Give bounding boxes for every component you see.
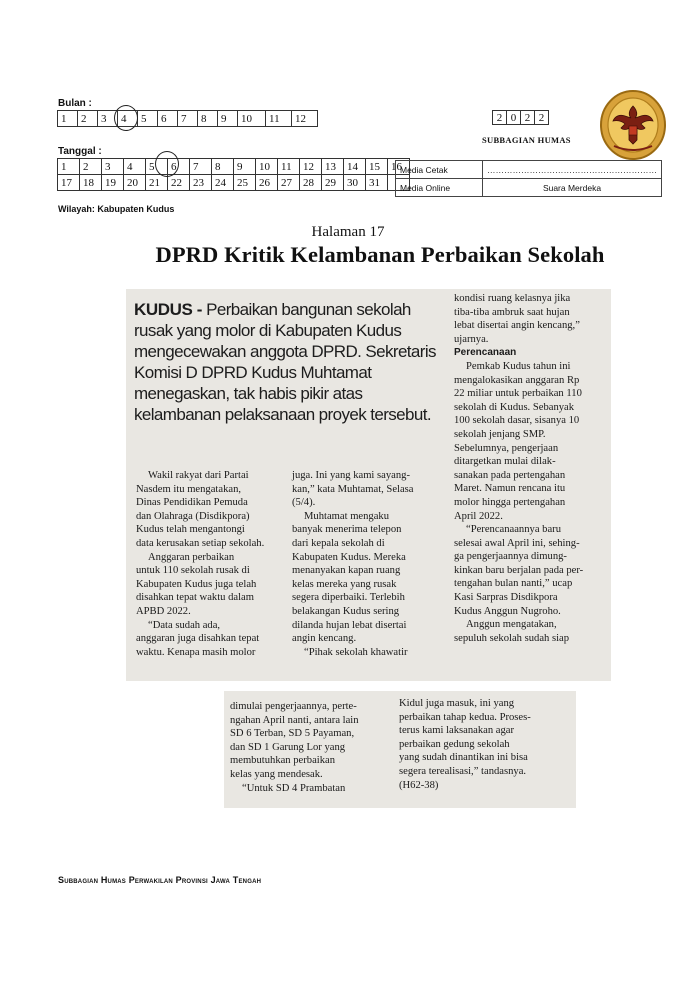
article-line: ga pengerjaannya dimung- <box>454 551 567 563</box>
grid-cell: 21 <box>146 175 168 191</box>
selected-date-circle <box>155 151 179 177</box>
article-line: “Untuk SD 4 Prambatan <box>242 782 346 794</box>
article-line: April 2022. <box>454 510 503 522</box>
article-line: Wakil rakyat dari Partai <box>148 470 249 481</box>
media-cetak-value: …………………………………………………… <box>483 161 662 179</box>
article-line: dan Olahraga (Disdikpora) <box>136 510 250 522</box>
grid-cell: 6 <box>158 111 178 127</box>
article-column-2 <box>292 469 440 659</box>
grid-cell: 5 <box>146 159 168 175</box>
article-line: sanakan pada pertengahan <box>454 469 566 481</box>
article-line: kelas yang mendesak. <box>230 768 323 780</box>
grid-cell: 1 <box>58 111 78 127</box>
year-digit: 0 <box>507 111 521 125</box>
article-line: ngahan April nanti, antara lain <box>230 714 359 726</box>
year-digit: 2 <box>493 111 507 125</box>
grid-cell: 4 <box>124 159 146 175</box>
article-line: Anggaran perbaikan <box>148 551 235 563</box>
article-line: Kasi Sarpras Disdikpora <box>454 592 558 604</box>
article-line: mengalokasikan anggaran Rp <box>454 374 580 386</box>
grid-cell: 2 <box>78 111 98 127</box>
grid-cell: 6 <box>168 159 190 175</box>
grid-cell: 4 <box>118 111 138 127</box>
month-grid <box>57 110 318 127</box>
grid-cell: 8 <box>198 111 218 127</box>
article-column-1 <box>136 469 282 659</box>
article-line: Pemkab Kudus tahun ini <box>466 360 571 372</box>
news-clipping-continuation <box>224 691 576 808</box>
article-line: 22 miliar untuk perbaikan 110 <box>454 388 582 400</box>
article-line: angin kencang. <box>292 633 357 645</box>
article-line: disahkan tepat waktu dalam <box>136 592 254 604</box>
article-line: terus kami laksanakan agar <box>399 725 515 737</box>
article-line: Dinas Pendidikan Pemuda <box>136 497 248 509</box>
article-line: 100 sekolah dasar, sisanya 10 <box>454 415 580 427</box>
grid-cell: 1 <box>58 159 80 175</box>
date-grid <box>57 158 410 191</box>
grid-cell: 11 <box>278 159 300 175</box>
grid-cell: 17 <box>58 175 80 191</box>
article-line: juga. Ini yang kami sayang- <box>292 470 410 481</box>
headline: DPRD Kritik Kelambanan Perbaikan Sekolah <box>155 242 605 267</box>
article-column-3 <box>454 292 604 645</box>
article-line: molor hingga pertengahan <box>454 496 566 508</box>
article-line: Anggun mengatakan, <box>466 619 557 631</box>
article-line: kondisi ruang kelasnya jika <box>454 293 571 304</box>
article-line: kan,” kata Muhtamat, Selasa <box>292 483 414 495</box>
article-line: Maret. Namun rencana itu <box>454 483 566 495</box>
grid-cell: 19 <box>102 175 124 191</box>
article-line: menanyakan kapan ruang <box>292 565 401 577</box>
media-online-label: Media Online <box>396 179 483 197</box>
grid-cell: 20 <box>124 175 146 191</box>
article-line: Kabupaten Kudus. Mereka <box>292 551 406 563</box>
article-line: untuk 110 sekolah rusak di <box>136 565 250 577</box>
grid-cell: 28 <box>300 175 322 191</box>
grid-cell: 2 <box>80 159 102 175</box>
article-line: Kabupaten Kudus juga telah <box>136 578 257 590</box>
year-box <box>492 110 549 125</box>
article-line: APBD 2022. <box>136 605 191 617</box>
year-digit: 2 <box>535 111 549 125</box>
grid-cell: 10 <box>256 159 278 175</box>
article-column-4 <box>230 700 388 795</box>
article-line: sekolah jenjang SMP. <box>454 428 546 440</box>
grid-cell: 22 <box>168 175 190 191</box>
grid-cell: 3 <box>98 111 118 127</box>
grid-cell: 16 <box>388 159 410 175</box>
article-line: belakangan Kudus sering <box>292 605 400 617</box>
grid-cell: 15 <box>366 159 388 175</box>
article-line: kinkan baru berjalan pada per- <box>454 564 584 576</box>
article-line: lebat disertai angin kencang,” <box>454 320 580 332</box>
article-line: anggaran juga disahkan tepat <box>136 633 260 645</box>
unit-label: SUBBAGIAN HUMAS <box>482 135 571 145</box>
article-line: perbaikan tahap kedua. Proses- <box>399 711 531 723</box>
lead-line: menegaskan, tak habis pikir atas <box>134 384 363 403</box>
article-line: selesai awal April ini, sehing- <box>454 537 580 549</box>
selected-month-circle <box>114 105 138 131</box>
article-line: perbaikan gedung sekolah <box>399 738 510 750</box>
article-line: segera diperbaiki. Terlebih <box>292 592 405 604</box>
grid-cell: 23 <box>190 175 212 191</box>
article-line: segera terealisasi,” tandasnya. <box>399 765 527 777</box>
grid-cell: 9 <box>218 111 238 127</box>
media-online-value: Suara Merdeka <box>483 179 662 197</box>
article-line: SD 6 Terban, SD 5 Payaman, <box>230 728 355 740</box>
grid-cell: 18 <box>80 175 102 191</box>
wilayah-label: Wilayah: Kabupaten Kudus <box>58 204 175 214</box>
article-line: ujarnya. <box>454 333 489 345</box>
article-line: ditargetkan mulai dilak- <box>454 456 556 468</box>
grid-cell: 12 <box>292 111 318 127</box>
article-line: tiba-tiba ambruk saat hujan <box>454 306 570 318</box>
grid-cell: 9 <box>234 159 256 175</box>
grid-cell: 3 <box>102 159 124 175</box>
grid-cell: 5 <box>138 111 158 127</box>
article-column-5 <box>399 697 561 792</box>
article-line: waktu. Kenapa masih molor <box>136 646 256 658</box>
grid-cell: 14 <box>344 159 366 175</box>
article-line: banyak menerima telepon <box>292 524 402 536</box>
lead-dateline: KUDUS - <box>134 300 203 319</box>
article-line: membutuhkan perbaikan <box>230 755 336 767</box>
grid-cell: 7 <box>178 111 198 127</box>
article-line: data kerusakan setiap sekolah. <box>136 537 265 549</box>
article-line: Kudus telah mengantongi <box>136 524 245 536</box>
grid-cell: 25 <box>234 175 256 191</box>
page-number: Halaman 17 <box>311 224 385 240</box>
grid-cell: 10 <box>238 111 266 127</box>
media-table <box>395 160 662 197</box>
garuda-emblem-icon <box>598 88 668 162</box>
article-line: dari kepala sekolah di <box>292 537 385 549</box>
grid-cell: 13 <box>322 159 344 175</box>
grid-cell: 26 <box>256 175 278 191</box>
grid-cell: 8 <box>212 159 234 175</box>
grid-cell: 7 <box>190 159 212 175</box>
footer-text: Subbagian Humas Perwakilan Provinsi Jawa Tengah <box>58 875 262 885</box>
article-line: (5/4). <box>292 497 316 509</box>
lead-line: kelambanan pelaksanaan proyek tersebut. <box>134 405 431 424</box>
article-line: Kudus Anggun Nugroho. <box>454 605 561 617</box>
grid-cell: 12 <box>300 159 322 175</box>
grid-cell: 27 <box>278 175 300 191</box>
tanggal-label: Tanggal : <box>58 146 102 157</box>
article-line: Sebelumnya, pengerjaan <box>454 442 559 454</box>
article-line: Perencanaan <box>454 347 517 359</box>
article-line: sepuluh sekolah sudah siap <box>454 632 570 644</box>
bulan-label: Bulan : <box>58 98 92 109</box>
grid-cell: 24 <box>212 175 234 191</box>
lead-line: rusak yang molor di Kabupaten Kudus <box>134 321 402 340</box>
media-cetak-label: Media Cetak <box>396 161 483 179</box>
article-line: kelas mereka yang rusak <box>292 578 397 590</box>
grid-cell: 11 <box>266 111 292 127</box>
article-line: “Perencanaannya baru <box>466 524 561 536</box>
article-line: (H62-38) <box>399 779 439 791</box>
article-line: dimulai pengerjaannya, perte- <box>230 701 357 712</box>
lead-line: mengecewakan anggota DPRD. Sekretaris <box>134 342 436 361</box>
grid-cell: 29 <box>322 175 344 191</box>
lead-paragraph <box>134 299 454 425</box>
lead-line: Perbaikan bangunan sekolah <box>202 300 411 319</box>
article-line: Nasdem itu mengatakan, <box>136 483 242 495</box>
year-digit: 2 <box>521 111 535 125</box>
article-line: Muhtamat mengaku <box>304 510 390 522</box>
grid-cell: 31 <box>366 175 388 191</box>
article-line: dilanda hujan lebat disertai <box>292 619 407 631</box>
article-line: dan SD 1 Garung Lor yang <box>230 741 346 753</box>
article-line: sekolah di Kudus. Sebanyak <box>454 401 575 413</box>
article-line: “Data sudah ada, <box>148 619 221 631</box>
grid-cell: 30 <box>344 175 366 191</box>
article-line: Kidul juga masuk, ini yang <box>399 698 515 709</box>
news-clipping-main <box>126 289 611 681</box>
lead-line: Komisi D DPRD Kudus Muhtamat <box>134 363 372 382</box>
article-line: yang sudah dinantikan ini bisa <box>399 752 528 764</box>
article-line: tengahan bulan nanti,” ucap <box>454 578 573 590</box>
article-line: “Pihak sekolah khawatir <box>304 646 408 658</box>
